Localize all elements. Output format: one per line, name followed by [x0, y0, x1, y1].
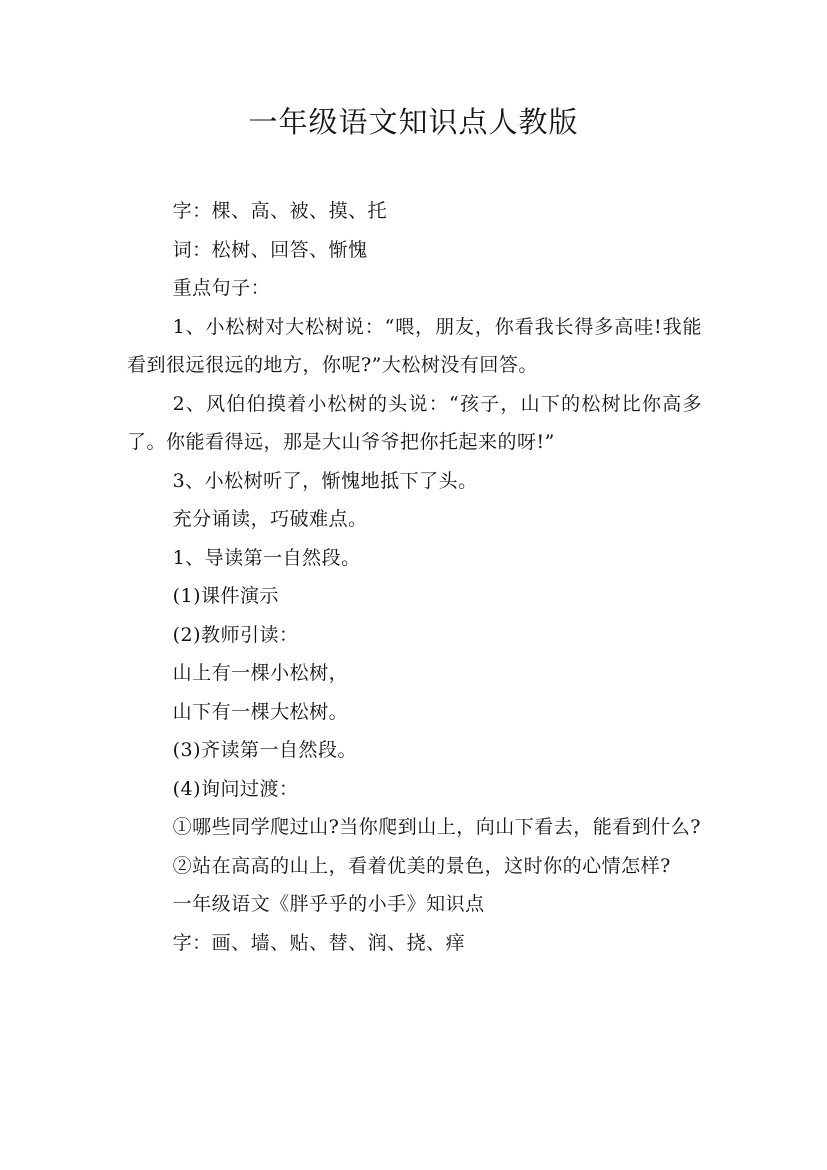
paragraph-step-2: (2)教师引读： [172, 623, 299, 646]
paragraph-sentence-2: 2、风伯伯摸着小松树的头说：“孩子，山下的松树比你高多了。你能看得远，那是大山爷爷把你托起来的呀!” [127, 392, 702, 453]
paragraph-guide-first-section: 1、导读第一自然段。 [172, 546, 361, 569]
paragraph-key-sentences-heading: 重点句子： [172, 277, 271, 299]
paragraph-reading-approach: 充分诵读，巧破难点。 [172, 508, 368, 530]
paragraph-question-2: ②站在高高的山上，看着优美的景色，这时你的心情怎样? [172, 854, 671, 877]
paragraph-sentence-3: 3、小松树听了，惭愧地抵下了头。 [172, 469, 478, 492]
paragraph-next-lesson-characters: 字：画、墙、贴、替、润、挠、痒 [172, 931, 466, 954]
paragraph-step-1: (1)课件演示 [172, 585, 280, 607]
paragraph-sentence-1: 1、小松树对大松树说：“喂，朋友，你看我长得多高哇!我能看到很远很远的地方，你呢?”大松树没有回答。 [127, 315, 702, 376]
paragraph-verse-line-1: 山上有一棵小松树， [172, 662, 349, 684]
paragraph-next-lesson-heading: 一年级语文《胖乎乎的小手》知识点 [172, 893, 485, 915]
paragraph-characters: 字：棵、高、被、摸、托 [172, 200, 388, 222]
paragraph-step-3: (3)齐读第一自然段。 [172, 739, 358, 761]
paragraph-step-4: (4)询问过渡： [172, 777, 299, 800]
paragraph-verse-line-2: 山下有一棵大松树。 [172, 700, 349, 723]
document-body [127, 192, 702, 962]
paragraph-question-1: ①哪些同学爬过山?当你爬到山上，向山下看去，能看到什么? [172, 816, 701, 838]
document-title: 一年级语文知识点人教版 [248, 105, 579, 139]
paragraph-words: 词：松树、回答、惭愧 [172, 238, 368, 261]
